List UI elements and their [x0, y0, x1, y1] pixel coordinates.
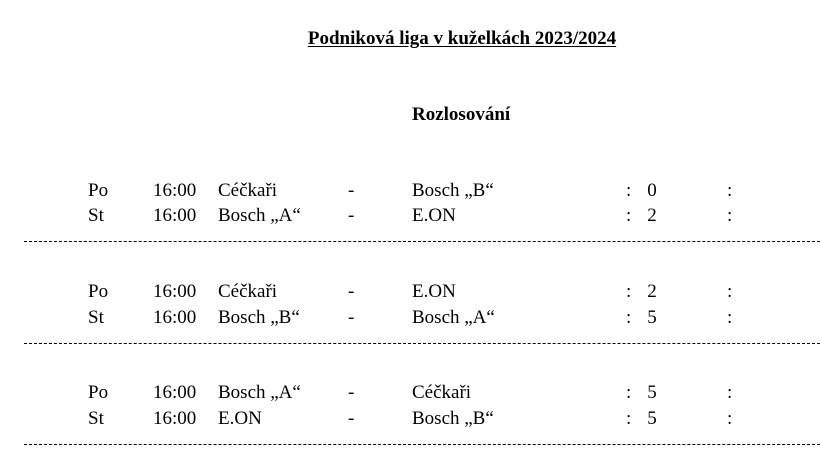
- score-colon: :: [626, 180, 632, 201]
- home-team: Bosch „B“: [218, 307, 300, 328]
- score-colon: :: [626, 408, 632, 429]
- away-team: Céčkaři: [412, 382, 472, 403]
- match-day: St: [88, 408, 104, 429]
- round-divider: [24, 241, 820, 242]
- score-away: 5: [647, 307, 657, 328]
- away-team: E.ON: [412, 205, 456, 226]
- round-divider: [24, 444, 820, 445]
- away-team: Bosch „B“: [412, 180, 494, 201]
- match-time: 16:00: [153, 382, 197, 403]
- score-away: 5: [647, 408, 657, 429]
- versus-dash: -: [348, 180, 355, 201]
- pins-colon: :: [727, 281, 733, 302]
- score-away: 5: [647, 382, 657, 403]
- versus-dash: -: [348, 205, 355, 226]
- versus-dash: -: [348, 408, 355, 429]
- score-colon: :: [626, 382, 632, 403]
- versus-dash: -: [348, 281, 355, 302]
- match-time: 16:00: [153, 408, 197, 429]
- pins-colon: :: [727, 180, 733, 201]
- versus-dash: -: [348, 307, 355, 328]
- score-away: 2: [647, 205, 657, 226]
- away-team: Bosch „B“: [412, 408, 494, 429]
- page-title: Podniková liga v kuželkách 2023/2024: [307, 28, 617, 49]
- pins-colon: :: [727, 205, 733, 226]
- round-divider: [24, 343, 820, 344]
- section-subtitle: Rozlosování: [412, 104, 511, 125]
- match-time: 16:00: [153, 205, 197, 226]
- match-day: Po: [88, 382, 109, 403]
- home-team: Bosch „A“: [218, 382, 301, 403]
- away-team: E.ON: [412, 281, 456, 302]
- away-team: Bosch „A“: [412, 307, 495, 328]
- match-day: St: [88, 205, 104, 226]
- pins-colon: :: [727, 408, 733, 429]
- score-away: 0: [647, 180, 657, 201]
- pins-colon: :: [727, 382, 733, 403]
- score-away: 2: [647, 281, 657, 302]
- pins-colon: :: [727, 307, 733, 328]
- score-colon: :: [626, 281, 632, 302]
- home-team: Bosch „A“: [218, 205, 301, 226]
- match-day: St: [88, 307, 104, 328]
- home-team: Céčkaři: [218, 180, 278, 201]
- match-time: 16:00: [153, 281, 197, 302]
- match-time: 16:00: [153, 180, 197, 201]
- home-team: E.ON: [218, 408, 262, 429]
- match-time: 16:00: [153, 307, 197, 328]
- match-day: Po: [88, 180, 109, 201]
- match-day: Po: [88, 281, 109, 302]
- home-team: Céčkaři: [218, 281, 278, 302]
- versus-dash: -: [348, 382, 355, 403]
- score-colon: :: [626, 205, 632, 226]
- score-colon: :: [626, 307, 632, 328]
